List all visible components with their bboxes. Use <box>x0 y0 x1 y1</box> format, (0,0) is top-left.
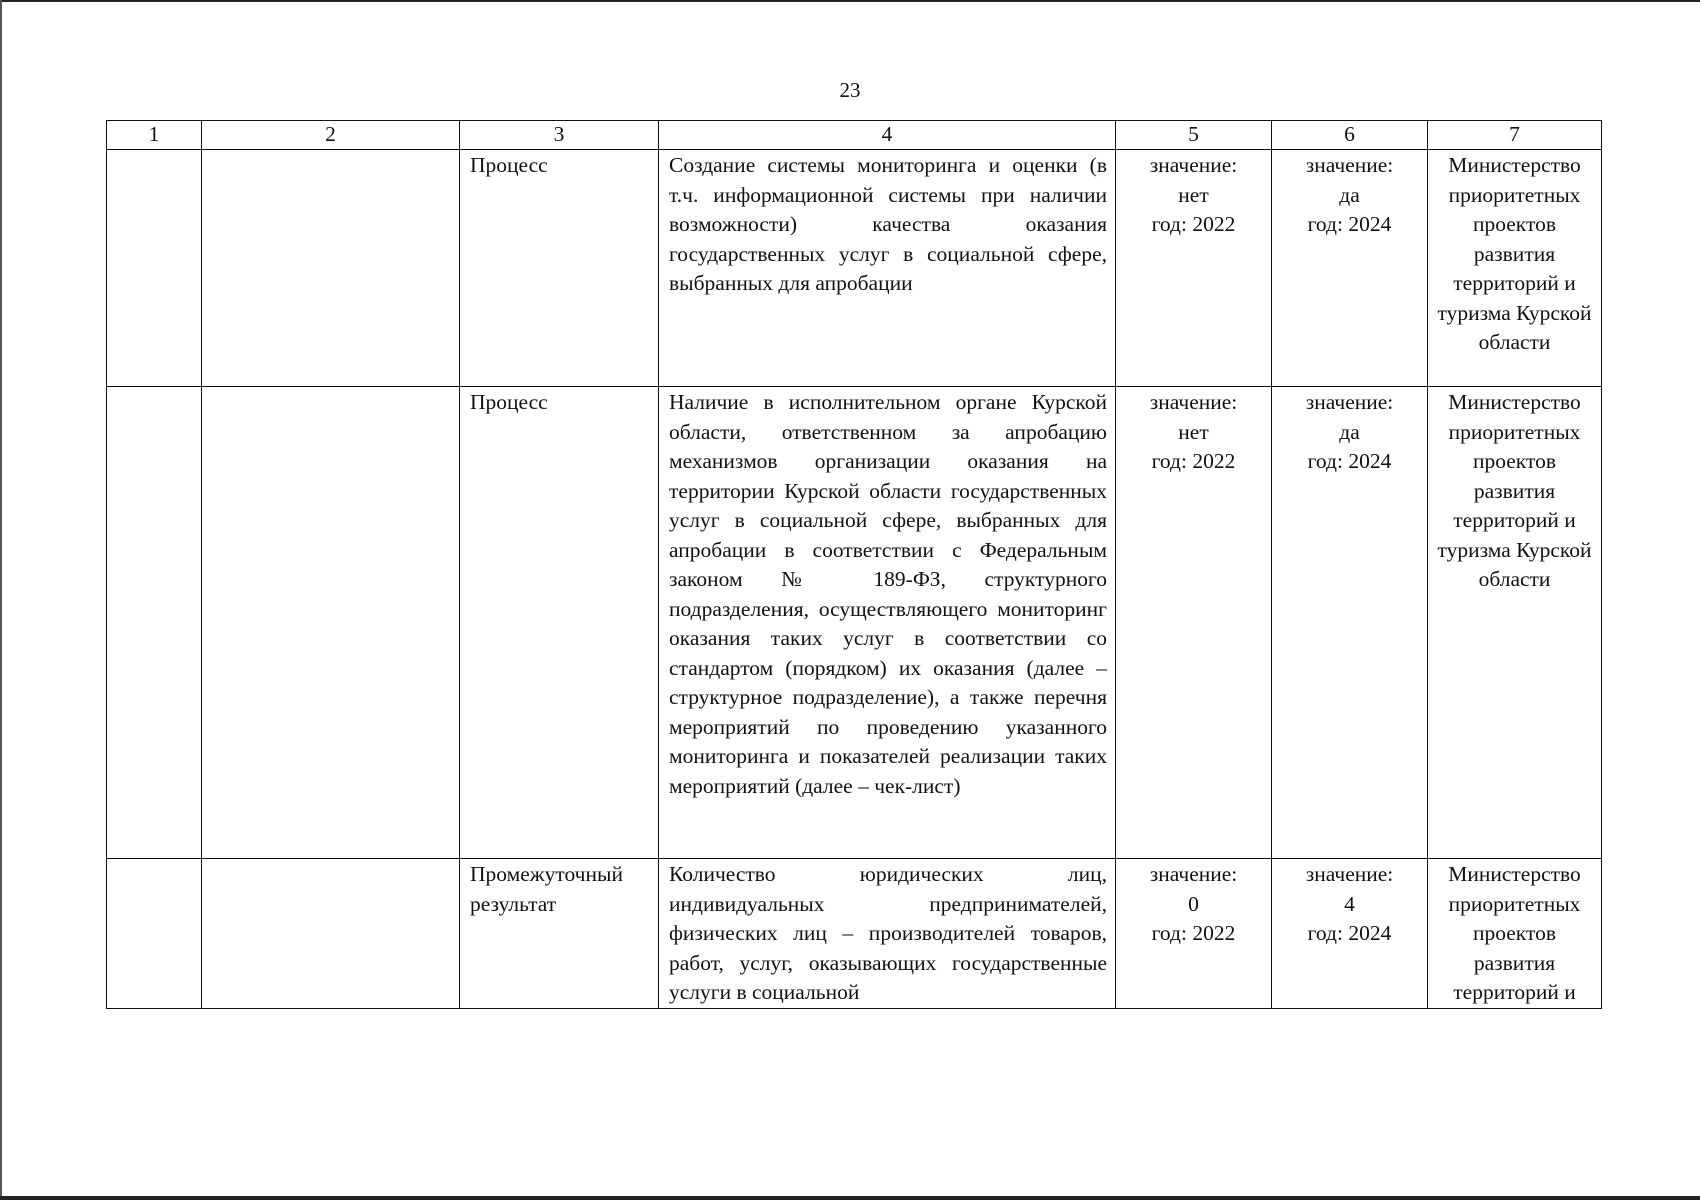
target-value-label: значение: <box>1305 153 1394 177</box>
cell-description: Количество юридических лиц, индивидуальных предпринимателей, физических лиц – производителей товаров, работ, услуг, оказывающих государственные услуги в социальной <box>659 859 1116 1009</box>
target-value: да <box>1339 419 1360 444</box>
cell-base-value <box>1116 859 1272 1009</box>
header-col-3: 3 <box>460 121 659 150</box>
header-row <box>107 121 1602 150</box>
cell-number <box>107 859 202 1009</box>
base-year: год: 2022 <box>1151 921 1236 945</box>
header-col-6: 6 <box>1272 121 1428 150</box>
header-col-2: 2 <box>202 121 460 150</box>
cell-type: Процесс <box>460 150 659 387</box>
target-year: год: 2024 <box>1307 921 1392 945</box>
cell-responsible: Министерство приоритетных проектов развития территорий и <box>1428 859 1602 1009</box>
indicator-table <box>106 120 1602 1009</box>
cell-number <box>107 150 202 387</box>
header-col-5: 5 <box>1116 121 1272 150</box>
cell-responsible: Министерство приоритетных проектов развития территорий и туризма Курской области <box>1428 387 1602 859</box>
base-year: год: 2022 <box>1151 212 1236 236</box>
cell-name <box>202 150 460 387</box>
cell-number <box>107 387 202 859</box>
target-year: год: 2024 <box>1307 449 1392 473</box>
cell-type: Процесс <box>460 387 659 859</box>
cell-target-value <box>1272 150 1428 387</box>
cell-base-value <box>1116 387 1272 859</box>
base-value: нет <box>1178 419 1209 444</box>
cell-type: Промежуточный результат <box>460 859 659 1009</box>
target-value-label: значение: <box>1305 390 1394 414</box>
scan-edge-bottom <box>0 1196 1700 1200</box>
target-value: да <box>1339 182 1360 207</box>
table-row <box>107 150 1602 387</box>
header-col-1: 1 <box>107 121 202 150</box>
base-value-label: значение: <box>1149 390 1238 414</box>
base-value-label: значение: <box>1149 153 1238 177</box>
cell-base-value <box>1116 150 1272 387</box>
cell-name <box>202 387 460 859</box>
base-value: 0 <box>1188 891 1199 916</box>
cell-responsible: Министерство приоритетных проектов развития территорий и туризма Курской области <box>1428 150 1602 387</box>
target-year: год: 2024 <box>1307 212 1392 236</box>
table-row <box>107 387 1602 859</box>
base-value: нет <box>1178 182 1209 207</box>
page-number: 23 <box>839 78 861 102</box>
target-value-label: значение: <box>1305 862 1394 886</box>
header-col-7: 7 <box>1428 121 1602 150</box>
cell-name <box>202 859 460 1009</box>
cell-target-value <box>1272 387 1428 859</box>
cell-description: Создание системы мониторинга и оценки (в т.ч. информационной системы при наличии возможности) качества оказания государственных услуг в социальной сфере, выбранных для апробации <box>659 150 1116 387</box>
cell-target-value <box>1272 859 1428 1009</box>
table-row <box>107 859 1602 1009</box>
scan-edge-left <box>0 0 2 1200</box>
target-value: 4 <box>1344 891 1355 916</box>
base-value-label: значение: <box>1149 862 1238 886</box>
base-year: год: 2022 <box>1151 449 1236 473</box>
scan-edge-top <box>0 0 1700 2</box>
header-col-4: 4 <box>659 121 1116 150</box>
cell-description: Наличие в исполнительном органе Курской области, ответственном за апробацию механизмов организации оказания на территории Курской области государственных услуг в социальной сфере, выбранных для апробации в соответствии с Федеральным законом № 189-ФЗ, структурного подразделения, осуществляющего мониторинг оказания таких услуг в соответствии со стандартом (порядком) их оказания (далее – структурное подразделение), а также перечня мероприятий по проведению указанного мониторинга и показателей реализации таких мероприятий (далее – чек-лист) <box>659 387 1116 859</box>
